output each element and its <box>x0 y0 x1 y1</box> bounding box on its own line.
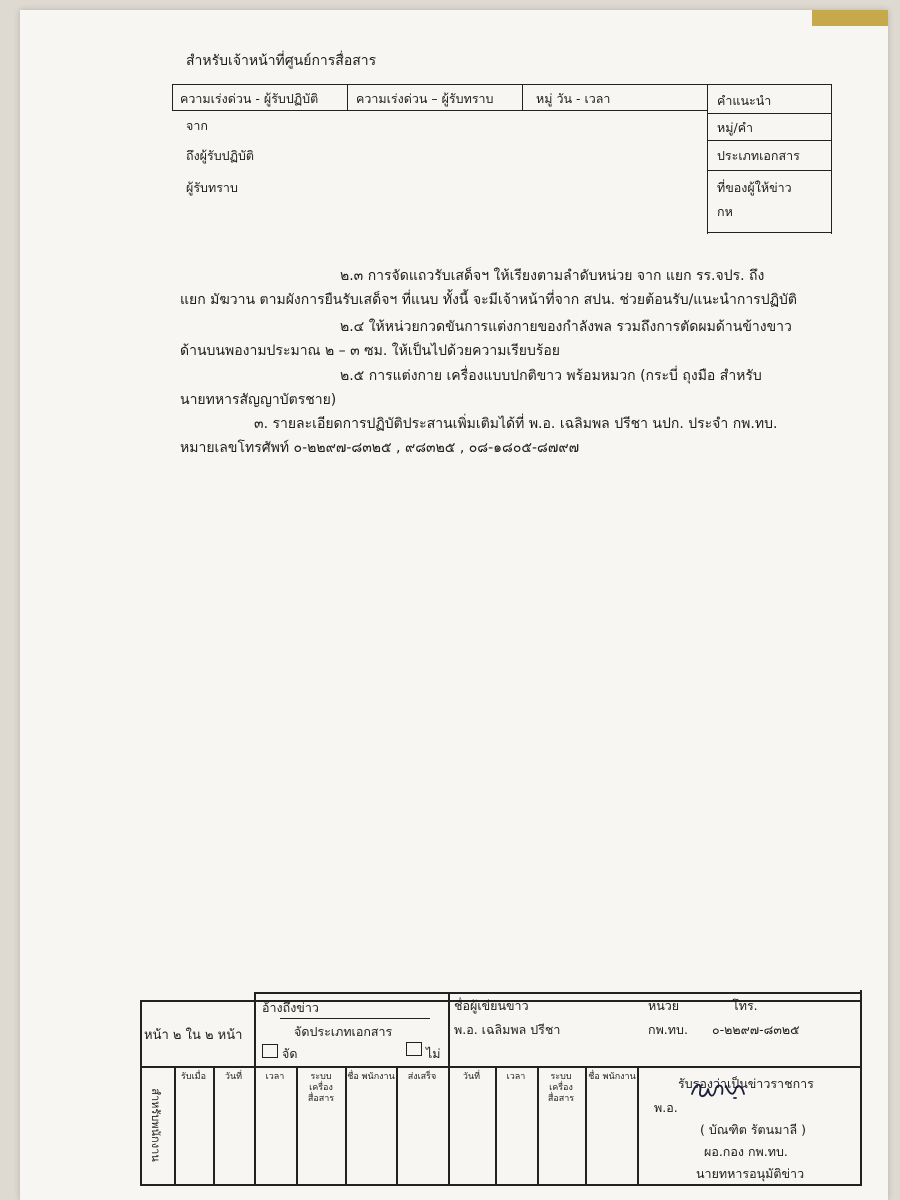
col-comm-system: ระบบ เครื่อง สื่อสาร <box>307 1072 335 1104</box>
classify-yes-checkbox[interactable] <box>262 1044 278 1058</box>
para-2-3-line1: ๒.๓ การจัดแถวรับเสด็จฯ ให้เรียงตามลำดับหน่วย จาก แยก รร.จปร. ถึง <box>340 268 765 284</box>
col-operator-2: ชื่อ พนักงาน <box>588 1072 636 1082</box>
para-3-line1: ๓. รายละเอียดการปฏิบัติประสานเพิ่มเติมได้ที่ พ.อ. เฉลิมพล ปรีชา นปก. ประจำ กพ.ทบ. <box>254 416 778 432</box>
paper-corner-tab <box>812 10 888 26</box>
source-ref-label: ที่ของผู้ให้ข่าว <box>717 180 792 195</box>
para-2-5-line1: ๒.๕ การแต่งกาย เครื่องแบบปกติขาว พร้อมหมวก (กระบี่ ถุงมือ สำหรับ <box>340 368 762 384</box>
col-time-2: เวลา <box>506 1072 526 1082</box>
signer-position: ผอ.กอง กพ.ทบ. <box>704 1144 788 1159</box>
writer-label: ชื่อผู้เขียนข่าว <box>454 998 529 1013</box>
unit-label: หน่วย <box>648 998 680 1013</box>
para-3-line2: หมายเลขโทรศัพท์ ๐-๒๒๙๗-๘๓๒๕ , ๙๘๓๒๕ , ๐๘-๑๘๐๕-๘๗๙๗ <box>180 440 580 456</box>
para-2-4-line2: ด้านบนพองามประมาณ ๒ – ๓ ซม. ให้เป็นไปด้วยความเรียบร้อย <box>180 343 561 359</box>
classify-yes-label: จัด <box>282 1046 298 1061</box>
operator-side-label: สำหรับพนักงาน <box>148 1088 162 1162</box>
approval-authority: นายทหารอนุมัติข่าว <box>696 1166 805 1181</box>
to-info-label: ผู้รับทราบ <box>186 180 238 195</box>
from-label: จาก <box>186 118 208 133</box>
writer-name: พ.อ. เฉลิมพล ปรีชา <box>454 1022 561 1037</box>
col-sent: ส่งเสร็จ <box>407 1072 437 1082</box>
rank-label: พ.อ. <box>654 1100 678 1115</box>
to-action-label: ถึงผู้รับปฏิบัติ <box>186 148 255 163</box>
col-received: รับเมื่อ <box>181 1072 206 1082</box>
urgency-action-header: ความเร่งด่วน - ผู้รับปฏิบัติ <box>180 91 319 106</box>
col-time: เวลา <box>265 1072 285 1082</box>
ref-message-label: อ้างถึงข่าว <box>262 1000 319 1015</box>
group-datetime-header: หมู่ วัน - เวลา <box>536 91 611 106</box>
phone-label: โทร. <box>732 998 758 1013</box>
para-2-5-line2: นายทหารสัญญาบัตรชาย) <box>180 392 337 408</box>
certify-label: รับรองว่าเป็นข่าวราชการ <box>678 1076 814 1091</box>
source-code-label: กห <box>717 204 733 219</box>
unit-value: กพ.ทบ. <box>648 1022 688 1037</box>
page-indicator: หน้า ๒ ใน ๒ หน้า <box>144 1028 243 1043</box>
classify-no-checkbox[interactable] <box>406 1042 422 1056</box>
urgency-info-header: ความเร่งด่วน – ผู้รับทราบ <box>356 91 494 106</box>
handwritten-signature <box>690 1080 746 1102</box>
message-routing-form <box>172 84 832 234</box>
signer-name: ( บัณฑิต รัตนมาลี ) <box>700 1122 806 1137</box>
col-comm-system-2: ระบบ เครื่อง สื่อสาร <box>547 1072 575 1104</box>
instructions-header: คำแนะนำ <box>717 93 772 108</box>
group-word-label: หมู่/คำ <box>717 120 754 135</box>
para-2-3-line2: แยก มัฆวาน ตามผังการยืนรับเสด็จฯ ที่แนบ ทั้งนี้ จะมีเจ้าหน้าที่จาก สปน. ช่วยต้อนรับ/แนะนำการปฏิบัติ <box>180 292 797 308</box>
comm-center-header: สำหรับเจ้าหน้าที่ศูนย์การสื่อสาร <box>186 53 377 69</box>
col-date-2: วันที่ <box>462 1072 481 1082</box>
classify-doc-label: จัดประเภทเอกสาร <box>294 1024 393 1039</box>
para-2-4-line1: ๒.๔ ให้หน่วยกวดขันการแต่งกายของกำลังพล รวมถึงการตัดผมด้านข้างขาว <box>340 319 792 335</box>
col-date: วันที่ <box>224 1072 243 1082</box>
classify-no-label: ไม่ <box>426 1046 441 1061</box>
doc-type-label: ประเภทเอกสาร <box>717 148 800 163</box>
message-footer-form <box>140 990 862 1186</box>
col-operator: ชื่อ พนักงาน <box>347 1072 395 1082</box>
phone-value: ๐-๒๒๙๗-๘๓๒๕ <box>712 1022 800 1037</box>
